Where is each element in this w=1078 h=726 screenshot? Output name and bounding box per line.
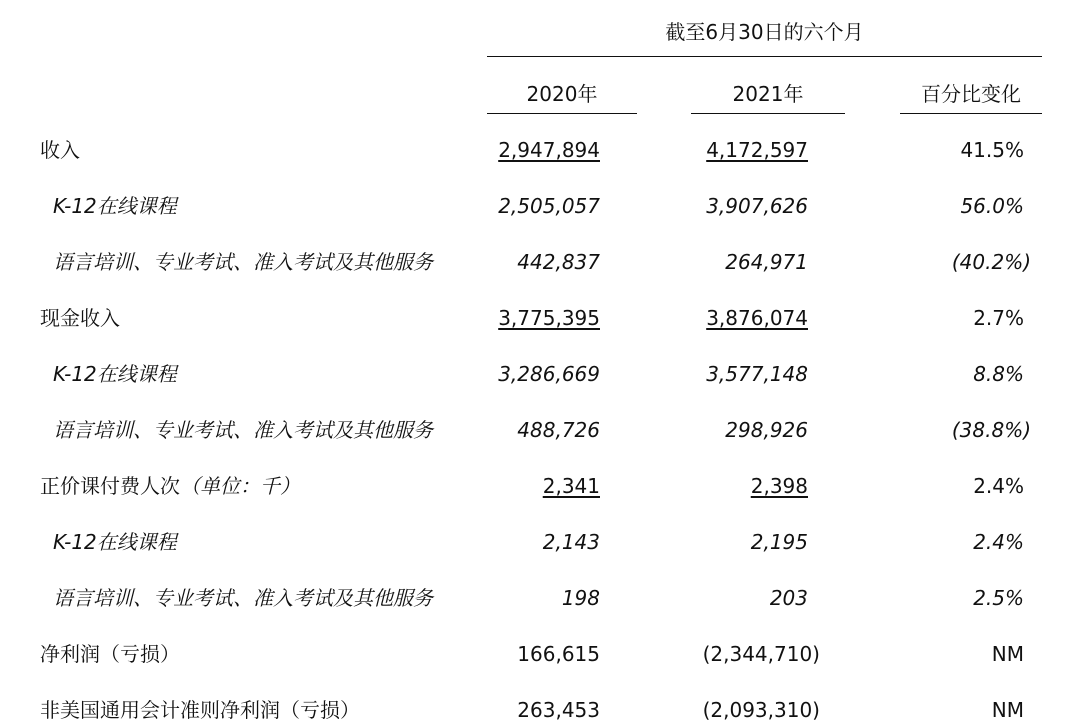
value-2021: 4,172,597 [706,138,808,162]
column-header-change: 百分比变化 [921,82,1021,106]
row-label: K-12在线课程 [53,362,177,386]
value-2021: 3,577,148 [706,362,808,386]
value-2020: 2,947,894 [498,138,600,162]
column-rule-2020 [487,113,637,114]
table-row-net-income [0,638,1078,670]
value-2021: 2,195 [750,530,808,554]
table-row-cash-revenue [0,302,1078,334]
table-row-paid-enrollments [0,470,1078,502]
value-2020: 442,837 [517,250,600,274]
row-label: K-12在线课程 [53,194,177,218]
row-label-text: 正价课付费人次 [40,474,180,498]
value-change: NM [991,642,1024,666]
value-2021: 3,876,074 [706,306,808,330]
value-change: (38.8%) [951,418,1031,442]
value-change: 2.5% [973,586,1024,610]
value-2021: 298,926 [725,418,808,442]
row-label: 语言培训、专业考试、准入考试及其他服务 [53,586,433,610]
value-change: 2.4% [973,530,1024,554]
row-label: 语言培训、专业考试、准入考试及其他服务 [53,250,433,274]
table-row-revenue [0,134,1078,166]
value-2020: 198 [561,586,600,610]
row-label: 净利润（亏损） [40,642,180,666]
value-2020: 166,615 [517,642,600,666]
value-2020: 488,726 [517,418,600,442]
table-row-revenue-language [0,246,1078,278]
column-header-2020: 2020年 [526,82,598,106]
column-header-2021: 2021年 [732,82,804,106]
value-2021: (2,093,310) [702,698,820,722]
table-row-enroll-language [0,582,1078,614]
row-label [40,470,300,502]
value-2021: (2,344,710) [702,642,820,666]
unit-note: （单位：千） [180,474,300,498]
value-change: 2.7% [973,306,1024,330]
value-change: 56.0% [960,194,1024,218]
value-change: 41.5% [960,138,1024,162]
value-2021: 203 [769,586,808,610]
value-2020: 3,775,395 [498,306,600,330]
column-rule-2021 [691,113,845,114]
value-2020: 3,286,669 [498,362,600,386]
period-header: 截至6月30日的六个月 [665,20,864,44]
row-label: 收入 [40,138,80,162]
value-change: NM [991,698,1024,722]
row-label: 语言培训、专业考试、准入考试及其他服务 [53,418,433,442]
value-2020: 2,143 [542,530,600,554]
value-change: 2.4% [973,474,1024,498]
table-row-enroll-k12 [0,526,1078,558]
table-row-revenue-k12 [0,190,1078,222]
value-2020: 263,453 [517,698,600,722]
table-row-cash-k12 [0,358,1078,390]
table-row-non-gaap-net-income [0,694,1078,726]
value-2020: 2,341 [542,474,600,498]
column-rule-change [900,113,1042,114]
value-2021: 3,907,626 [706,194,808,218]
row-label: K-12在线课程 [53,530,177,554]
value-change: (40.2%) [951,250,1031,274]
row-label: 现金收入 [40,306,120,330]
value-2020: 2,505,057 [498,194,600,218]
table-row-cash-language [0,414,1078,446]
value-2021: 264,971 [725,250,808,274]
value-2021: 2,398 [750,474,808,498]
value-change: 8.8% [973,362,1024,386]
period-header-rule [487,56,1042,57]
row-label: 非美国通用会计准则净利润（亏损） [40,698,360,722]
